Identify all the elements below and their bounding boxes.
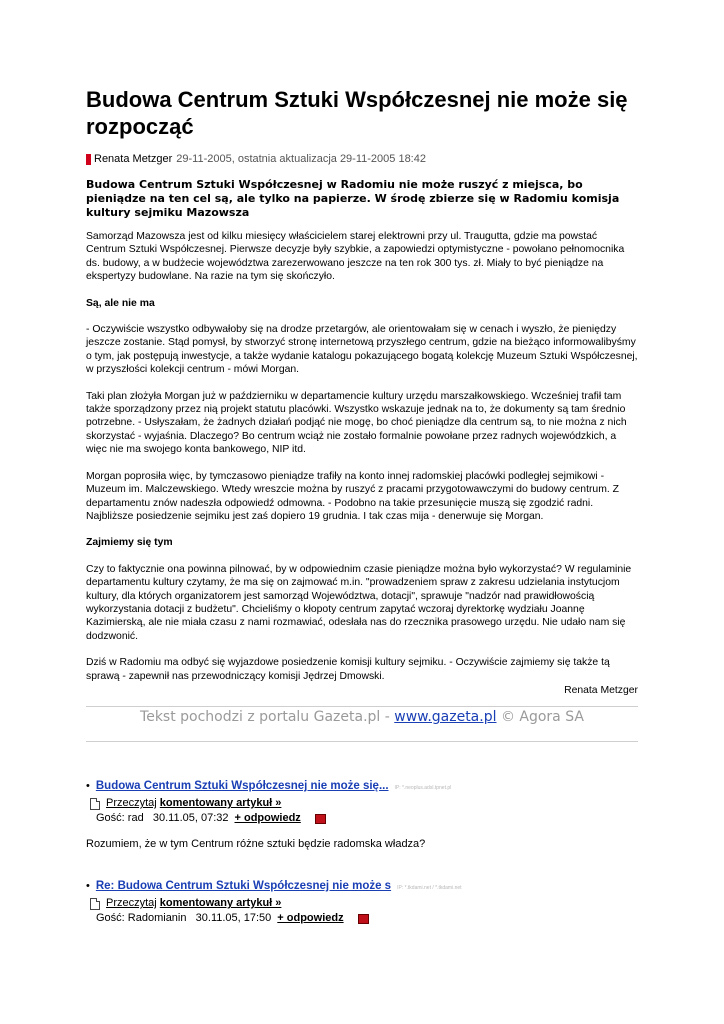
- comment-title-row: [86, 779, 638, 796]
- read-label[interactable]: Przeczytaj: [106, 797, 157, 809]
- section-heading: Zajmiemy się tym: [86, 537, 173, 549]
- paragraph: Czy to faktycznie ona powinna pilnować, by w odpowiednim czasie pieniądze można było wykorzystać? W regulaminie departamentu kultury czytamy, że ma się on zajmować m.in. "prowadzeniem spraw z zakresu udzielania instytucjom kultury, dla których organizatorem jest samorząd Województwa, dotacji", sprawuje "nadzór nad prawidłowością wykorzystania dotacji z budżetu". Chcieliśmy o kłopoty centrum zapytać wczoraj dyrektorkę wydziału Joannę Kazimierską, ale nie miała czasu z nami rozmawiać, odesłała nas do rzecznika prasowego urzędu. Nie udało nam się dodzwonić.: [86, 563, 632, 642]
- report-icon[interactable]: [315, 814, 326, 824]
- source-suffix: © Agora SA: [496, 709, 584, 725]
- comment-title-link[interactable]: Re: Budowa Centrum Sztuki Współczesnej nie może s: [95, 880, 392, 892]
- divider: [86, 741, 638, 742]
- article-signature: Renata Metzger: [564, 685, 638, 696]
- document-icon: [90, 898, 100, 910]
- read-label[interactable]: Przeczytaj: [106, 897, 157, 909]
- comment: [86, 779, 638, 826]
- comment-text: Rozumiem, że w tym Centrum różne sztuki będzie radomska władza?: [86, 838, 426, 850]
- read-article-bold[interactable]: komentowany artykuł »: [159, 797, 282, 809]
- reply-button[interactable]: + odpowiedz: [234, 812, 301, 824]
- paragraph: Morgan poprosiła więc, by tymczasowo pieniądze trafiły na konto innej radomskiej placówki podległej sejmikowi - Muzeum im. Malczewskiego. Wtedy wreszcie można by ruszyć z pracami przygotowawczymi do budowy centrum. Z departamentu znów nadeszła odpowiedź odmowna. - Podobno na takie przesunięcie muszą się zgodzić radni. Najbliższe posiedzenie sejmiku jest zaś dopiero 19 grudnia. I tak czas mija - denerwuje się Morgan.: [86, 470, 619, 522]
- paragraph: Samorząd Mazowsza jest od kilku miesięcy właścicielem starej elektrowni przy ul. Traugutta, gdzie ma powstać Centrum Sztuki Współczesnej. Pierwsze decyzje były szybkie, a zapowiedzi optymistyczne - powołano pełnomocnika ds. budowy, a w budżecie województwa zarezerwowano jeszcze na ten rok 300 tys. zł. Miały to być pieniądze na ekspertyzy budowlane. Na razie na tym się skończyło.: [86, 231, 625, 283]
- source-link[interactable]: www.gazeta.pl: [394, 709, 497, 725]
- author-name: Renata Metzger: [94, 153, 173, 165]
- divider: [86, 706, 638, 707]
- byline: [86, 152, 426, 166]
- article-title: Budowa Centrum Sztuki Współczesnej nie może się rozpocząć: [86, 87, 628, 139]
- reply-button[interactable]: + odpowiedz: [277, 912, 344, 924]
- comment-meta-row: [96, 811, 638, 826]
- article-date: 29-11-2005, ostatnia aktualizacja 29-11-2005 18:42: [176, 153, 426, 165]
- author-marker-icon: [86, 154, 91, 165]
- comment-meta-row: [96, 911, 638, 926]
- comment-ip: IP: *.tkdami.net / *.tkdami.net: [397, 885, 462, 891]
- read-article-link[interactable]: [90, 796, 638, 811]
- comment-author-date: Gość: Radomianin 30.11.05, 17:50: [96, 912, 272, 924]
- paragraph: - Oczywiście wszystko odbywałoby się na drodze przetargów, ale orientowałam się w cenach i wyszło, że pieniędzy jeszcze zostanie. Stąd pomysł, by stworzyć stronę internetową przyszłego centrum, gdzie na bieżąco informowalibyśmy o tym, jak postępują inwestycje, a także wydanie katalogu pokazującego bogatą kolekcję Muzeum Sztuki Współczesnej, w przyszłości kolekcji centrum - mówi Morgan.: [86, 324, 638, 376]
- paragraph: Dziś w Radomiu ma odbyć się wyjazdowe posiedzenie komisji kultury sejmiku. - Oczywiście zajmiemy się także tą sprawą - zapewnił nas przewodniczący komisji Jędrzej Dmowski.: [86, 657, 610, 682]
- read-article-bold[interactable]: komentowany artykuł »: [159, 897, 282, 909]
- paragraph: Taki plan złożyła Morgan już w październiku w departamencie kultury urzędu marszałkowskiego. Wcześniej trafił tam także sporządzony przez nią projekt statutu placówki. Wszystko wskazuje jednak na to, że dokumenty są tam średnio potrzebne. - Usłyszałam, że żadnych działań podjąć nie mogę, bo choć pieniądze dla centrum są, to nie można z nich skorzystać - wyjaśnia. Dlaczego? Bo centrum wciąż nie zostało formalnie powołane przez radnych wojewódzkich, a więc nie ma swojego konta bankowego, NIP itd.: [86, 390, 627, 456]
- source-prefix: Tekst pochodzi z portalu Gazeta.pl -: [140, 709, 395, 725]
- bullet: •: [86, 780, 90, 792]
- document-icon: [90, 798, 100, 810]
- comment-title-link[interactable]: Budowa Centrum Sztuki Współczesnej nie może się...: [95, 780, 389, 792]
- read-article-link[interactable]: [90, 896, 638, 911]
- comment-author-date: Gość: rad 30.11.05, 07:32: [96, 812, 229, 824]
- comment: [86, 879, 638, 926]
- comment-title-row: [86, 879, 638, 896]
- article-lead: Budowa Centrum Sztuki Współczesnej w Radomiu nie może ruszyć z miejsca, bo pieniądze na ten cel są, ale tylko na papierze. W środę zbierze się w Radomiu komisja kultury sejmiku Mazowsza: [86, 178, 620, 219]
- bullet: •: [86, 880, 90, 892]
- section-heading: Są, ale nie ma: [86, 297, 155, 309]
- article-body: [86, 230, 638, 696]
- report-icon[interactable]: [358, 914, 369, 924]
- source-notice: [86, 709, 638, 725]
- comment-ip: IP: *.neoplus.adsl.tpnet.pl: [394, 785, 452, 791]
